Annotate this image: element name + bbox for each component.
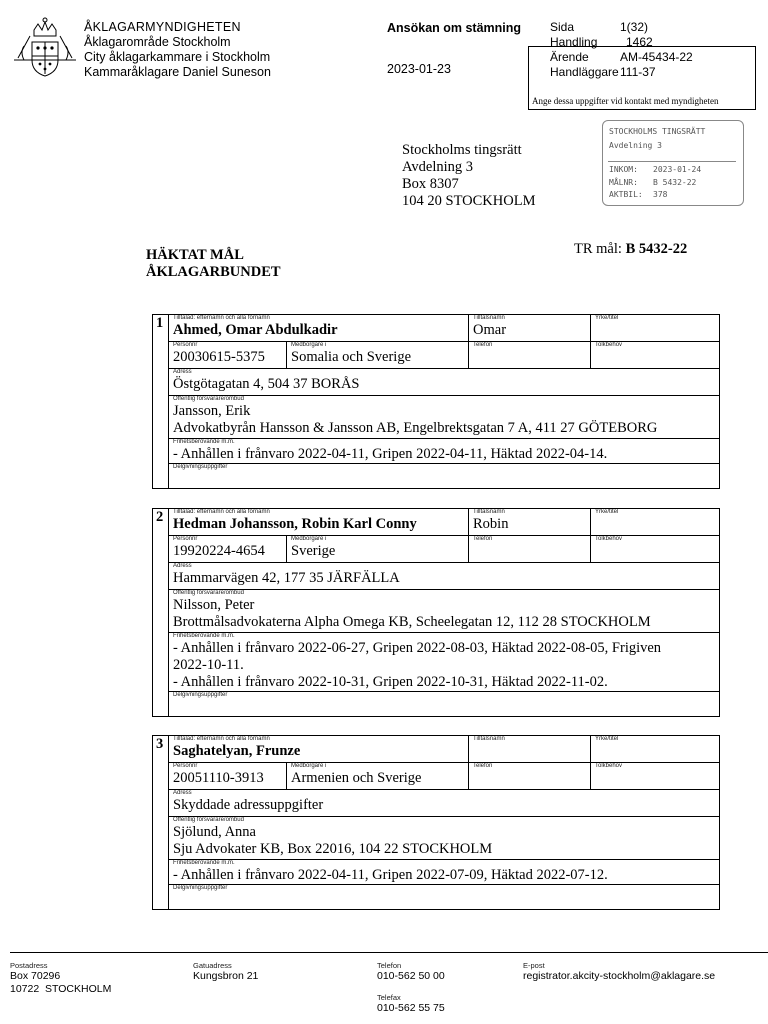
counsel-label: Offentlig försvarare/ombud — [173, 396, 244, 402]
citizenship-label: Medborgare i — [291, 763, 327, 769]
postal-label: Postadress — [10, 961, 48, 970]
service-label: Delgivningsuppgifter — [173, 692, 228, 698]
phone-label: Telefon — [473, 342, 493, 348]
counsel-name: Sjölund, Anna — [173, 824, 256, 840]
defendant-citizenship: Sverige — [291, 543, 336, 559]
footer-email — [523, 961, 715, 983]
defendant-personnr: 19920224-4654 — [173, 543, 265, 559]
defendant-citizenship: Armenien och Sverige — [291, 770, 422, 786]
tr-value: B 5432-22 — [625, 241, 688, 257]
callname-label: Tilltalsnamn — [473, 315, 505, 321]
address-label: Adress — [173, 790, 192, 796]
agency-header — [84, 20, 271, 80]
custody-line: - Anhållen i frånvaro 2022-04-11, Gripen 2022-04-11, Häktad 2022-04-14. — [173, 446, 608, 462]
recipient-box: Box 8307 — [402, 176, 459, 192]
defendant-address: Hammarvägen 42, 177 35 JÄRFÄLLA — [173, 570, 400, 586]
street-value: Kungsbron 21 — [193, 970, 259, 982]
crest-logo — [10, 16, 80, 78]
case-status — [146, 247, 281, 281]
counsel-label: Offentlig försvarare/ombud — [173, 590, 244, 596]
interpreter-label: Tolkbehov — [595, 763, 623, 769]
defendant-callname: Omar — [473, 322, 507, 338]
defendant-address: Östgötagatan 4, 504 37 BORÅS — [173, 376, 360, 392]
service-label: Delgivningsuppgifter — [173, 464, 228, 470]
citizenship-label: Medborgare i — [291, 536, 327, 542]
email-value[interactable]: registrator.akcity-stockholm@aklagare.se — [523, 970, 716, 982]
defendant-personnr: 20030615-5375 — [173, 349, 265, 365]
tr-case-number — [574, 241, 687, 258]
defendant-name: Saghatelyan, Frunze — [173, 743, 301, 759]
address-label: Adress — [173, 563, 192, 569]
meta-row-page — [550, 20, 693, 35]
agency-name: ÅKLAGARMYNDIGHETEN — [84, 20, 241, 34]
defendant-number: 2 — [153, 509, 169, 717]
counsel-name: Nilsson, Peter — [173, 597, 255, 613]
footer-rule — [10, 952, 768, 953]
phone-label: Telefon — [473, 763, 493, 769]
defendant-number: 1 — [153, 315, 169, 489]
counsel-firm: Brottmålsadvokaterna Alpha Omega KB, Scheelegatan 12, 112 28 STOCKHOLM — [173, 614, 651, 630]
personnr-label: Personnr — [173, 342, 198, 348]
personnr-label: Personnr — [173, 763, 198, 769]
counsel-name: Jansson, Erik — [173, 403, 251, 419]
custody-line: - Anhållen i frånvaro 2022-10-31, Gripen 2022-10-31, Häktad 2022-11-02. — [173, 674, 608, 690]
defendant-number: 3 — [153, 736, 169, 910]
email-label: E-post — [523, 961, 545, 970]
stamp-case-value: B 5432-22 — [653, 178, 697, 187]
defendant-table — [152, 508, 720, 717]
recipient-court: Stockholms tingsrätt — [402, 142, 522, 158]
area-name: Åklagarområde Stockholm — [84, 35, 231, 49]
meta-value: 1(32) — [620, 20, 649, 34]
custody-label: Frihetsberövande m.m. — [173, 860, 235, 866]
defendant-citizenship: Somalia och Sverige — [291, 349, 412, 365]
footer-phone — [377, 961, 445, 1015]
callname-label: Tilltalsnamn — [473, 736, 505, 742]
occupation-label: Yrke/titel — [595, 509, 619, 515]
name-label: Tilltalad: efternamn och alla förnamn — [173, 315, 270, 321]
defendant-address: Skyddade adressuppgifter — [173, 797, 324, 813]
meta-label: Sida — [550, 20, 575, 34]
interpreter-label: Tolkbehov — [595, 536, 623, 542]
postal-line1: Box 70296 — [10, 970, 61, 982]
custody-line: 2022-10-11. — [173, 657, 244, 673]
name-label: Tilltalad: efternamn och alla förnamn — [173, 736, 270, 742]
recipient-department: Avdelning 3 — [402, 159, 474, 175]
recipient-city: 104 20 STOCKHOLM — [402, 193, 536, 209]
personnr-label: Personnr — [173, 536, 198, 542]
court-stamp — [602, 120, 744, 206]
counsel-firm: Sju Advokater KB, Box 22016, 104 22 STOCKHOLM — [173, 841, 493, 857]
chamber-name: City åklagarkammare i Stockholm — [84, 50, 271, 64]
postal-line2: 10722 STOCKHOLM — [10, 983, 112, 995]
meta-label: Handling — [550, 35, 598, 49]
phone-label: Telefon — [473, 536, 493, 542]
status-detained: HÄKTAT MÅL — [146, 247, 244, 263]
name-label: Tilltalad: efternamn och alla förnamn — [173, 509, 270, 515]
phone-label: Telefon — [377, 961, 402, 970]
street-label: Gatuadress — [193, 961, 232, 970]
meta-label: Handläggare — [550, 65, 619, 79]
stamp-received-label: INKOM: — [609, 165, 638, 174]
fax-label: Telefax — [377, 993, 401, 1002]
footer-street — [193, 961, 258, 983]
contact-note: Ange dessa uppgifter vid kontakt med myndigheten — [532, 96, 719, 106]
stamp-exhibit-label: AKTBIL: — [609, 190, 643, 199]
custody-text — [173, 446, 719, 463]
callname-label: Tilltalsnamn — [473, 509, 505, 515]
tr-label: TR mål: — [574, 241, 622, 257]
custody-label: Frihetsberövande m.m. — [173, 439, 235, 445]
footer-postal — [10, 961, 111, 996]
custody-label: Frihetsberövande m.m. — [173, 633, 235, 639]
counsel-firm: Advokatbyrån Hansson & Jansson AB, Engelbrektsgatan 7 A, 411 27 GÖTEBORG — [173, 420, 658, 436]
phone-value: 010-562 50 00 — [377, 970, 445, 982]
custody-text — [173, 640, 719, 691]
occupation-label: Yrke/titel — [595, 315, 619, 321]
custody-line: - Anhållen i frånvaro 2022-06-27, Gripen 2022-08-03, Häktad 2022-08-05, Frigiven — [173, 640, 662, 656]
stamp-case-label: MÅLNR: — [609, 178, 638, 187]
counsel-label: Offentlig försvarare/ombud — [173, 817, 244, 823]
custody-line: - Anhållen i frånvaro 2022-04-11, Gripen 2022-07-09, Häktad 2022-07-12. — [173, 867, 608, 883]
citizenship-label: Medborgare i — [291, 342, 327, 348]
service-label: Delgivningsuppgifter — [173, 885, 228, 891]
occupation-label: Yrke/titel — [595, 736, 619, 742]
defendant-table — [152, 735, 720, 910]
document-title: Ansökan om stämning — [387, 21, 522, 35]
defendant-personnr: 20051110-3913 — [173, 770, 264, 786]
status-prosecutor-bound: ÅKLAGARBUNDET — [146, 264, 281, 280]
address-label: Adress — [173, 369, 192, 375]
meta-value: AM-45434-22 — [620, 50, 693, 64]
prosecutor-name: Kammaråklagare Daniel Suneson — [84, 65, 271, 79]
stamp-received-value: 2023-01-24 — [653, 165, 702, 174]
custody-text — [173, 867, 719, 884]
stamp-court: STOCKHOLMS TINGSRÄTT — [609, 127, 706, 136]
stamp-exhibit-value: 378 — [653, 190, 668, 199]
recipient-address — [402, 142, 535, 210]
interpreter-label: Tolkbehov — [595, 342, 623, 348]
stamp-department: Avdelning 3 — [609, 141, 662, 150]
defendant-name: Hedman Johansson, Robin Karl Conny — [173, 516, 417, 532]
defendant-callname: Robin — [473, 516, 509, 532]
document-date: 2023-01-23 — [387, 62, 451, 76]
meta-value: 111-37 — [620, 65, 656, 79]
stamp-divider — [608, 161, 736, 162]
defendant-table — [152, 314, 720, 489]
defendant-name: Ahmed, Omar Abdulkadir — [173, 322, 338, 338]
meta-label: Ärende — [550, 50, 589, 64]
meta-value: 1462 — [626, 35, 653, 49]
fax-value: 010-562 55 75 — [377, 1002, 445, 1014]
